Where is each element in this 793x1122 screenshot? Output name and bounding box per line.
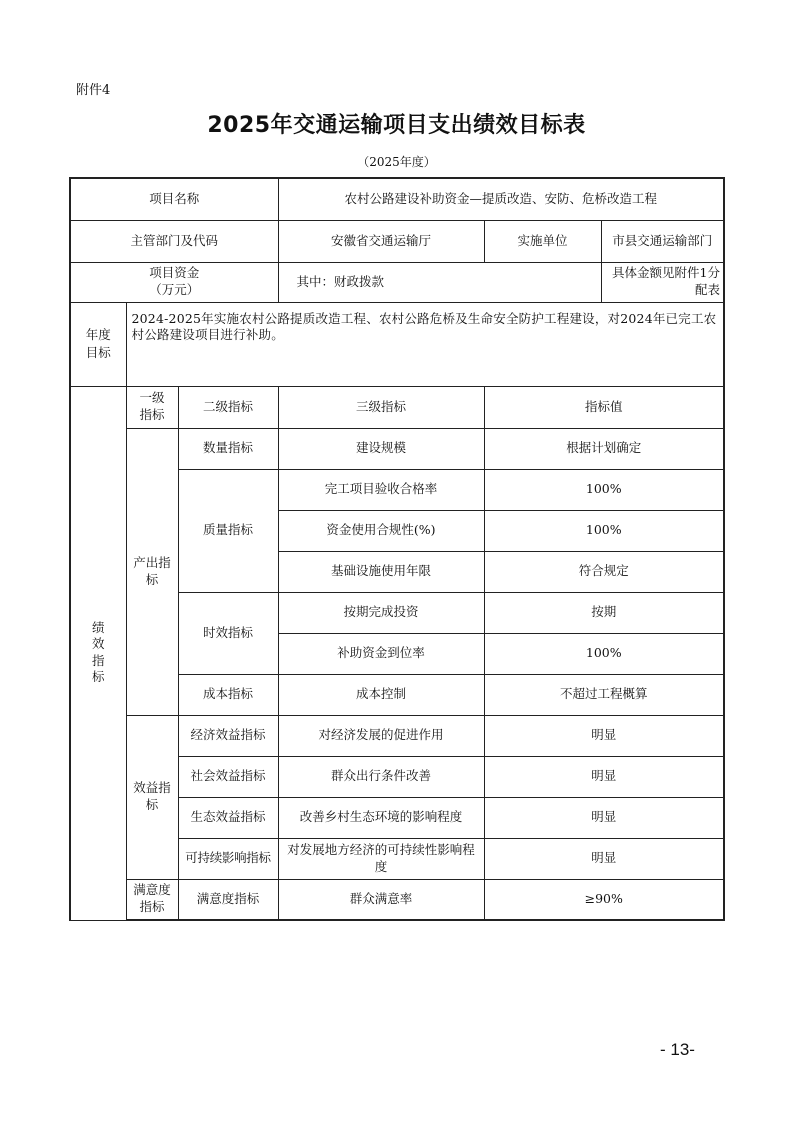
fund-note: 具体金额见附件1分配表 [601,262,724,302]
value-header: 指标值 [484,386,724,428]
indicator-header-row [70,386,724,428]
value-cell: 明显 [484,756,724,797]
department-label: 主管部门及代码 [70,220,278,262]
project-name-row [70,178,724,220]
value-cell: 明显 [484,838,724,879]
level2-cell: 生态效益指标 [178,797,278,838]
fund-unit: （万元） [149,282,200,297]
indicator-row [70,715,724,756]
value-cell: 按期 [484,592,724,633]
performance-indicators-label: 绩效指标 [91,620,105,684]
benefit-indicators-label: 效益指标 [133,780,171,812]
value-cell: 100% [484,510,724,551]
level2-cell: 成本指标 [178,674,278,715]
value-cell: 明显 [484,715,724,756]
year-subtitle: （2025年度） [357,155,436,169]
level2-header: 二级指标 [178,386,278,428]
value-cell: 100% [484,633,724,674]
level3-cell: 建设规模 [278,428,484,469]
value-cell: 符合规定 [484,551,724,592]
level3-header: 三级指标 [278,386,484,428]
performance-indicators-label-cell [70,386,126,920]
value-cell: 不超过工程概算 [484,674,724,715]
fund-label-cell [70,262,278,302]
level3-cell: 完工项目验收合格率 [278,469,484,510]
level3-cell: 群众出行条件改善 [278,756,484,797]
level3-cell: 补助资金到位率 [278,633,484,674]
level3-cell: 改善乡村生态环境的影响程度 [278,797,484,838]
level3-cell: 群众满意率 [278,879,484,920]
implementing-unit-label: 实施单位 [484,220,601,262]
level2-cell: 经济效益指标 [178,715,278,756]
satisfaction-indicators-label-cell [126,879,178,920]
value-cell: ≥90% [484,879,724,920]
page-number: - 13- [660,1040,695,1059]
annual-goal-text: 2024-2025年实施农村公路提质改造工程、农村公路危桥及生命安全防护工程建设，对2024年已完工农村公路建设项目进行补助。 [126,302,724,386]
level2-cell: 社会效益指标 [178,756,278,797]
level1-header: 一级指标 [139,390,165,422]
level3-cell: 对发展地方经济的可持续性影响程度 [278,838,484,879]
annual-goal-label-cell [70,302,126,386]
level2-cell: 数量指标 [178,428,278,469]
output-indicators-label-cell [126,428,178,715]
level3-cell: 按期完成投资 [278,592,484,633]
benefit-indicators-label-cell [126,715,178,879]
level3-cell: 对经济发展的促进作用 [278,715,484,756]
project-name-value: 农村公路建设补助资金—提质改造、安防、危桥改造工程 [278,178,724,220]
satisfaction-indicators-label: 满意度指标 [133,882,171,915]
level3-cell: 成本控制 [278,674,484,715]
value-cell: 100% [484,469,724,510]
project-name-label: 项目名称 [70,178,278,220]
fund-row [70,262,724,302]
annual-goal-label: 年度目标 [85,327,111,360]
page-title: 2025年交通运输项目支出绩效目标表 [207,113,586,138]
level2-cell: 可持续影响指标 [178,838,278,879]
value-cell: 根据计划确定 [484,428,724,469]
level2-cell: 时效指标 [178,592,278,674]
indicator-row [70,428,724,469]
level2-cell: 质量指标 [178,469,278,592]
level3-cell: 资金使用合规性(%) [278,510,484,551]
fund-source: 其中：财政拨款 [278,262,601,302]
level1-header-cell [126,386,178,428]
attachment-label: 附件4 [76,83,111,98]
annual-goal-row [70,302,724,386]
value-cell: 明显 [484,797,724,838]
department-row [70,220,724,262]
output-indicators-label: 产出指标 [133,554,171,587]
level3-cell: 基础设施使用年限 [278,551,484,592]
indicator-row [70,879,724,920]
fund-label: 项目资金 [149,265,200,281]
level2-cell: 满意度指标 [178,879,278,920]
department-value: 安徽省交通运输厅 [278,220,484,262]
implementing-unit-value: 市县交通运输部门 [601,220,724,262]
performance-target-table [69,177,725,921]
